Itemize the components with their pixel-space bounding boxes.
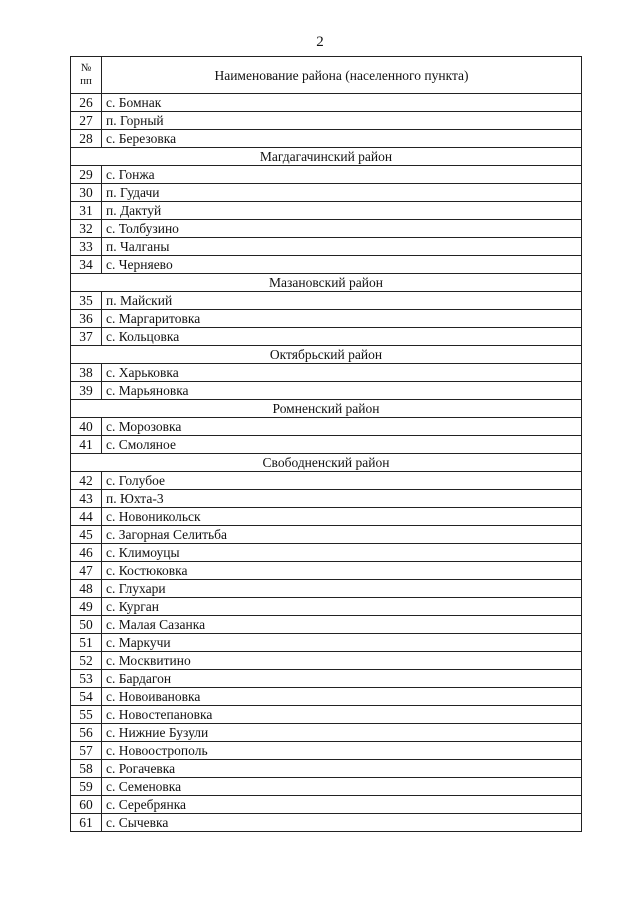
settlement-name: с. Голубое bbox=[102, 472, 582, 490]
table-row bbox=[71, 562, 582, 580]
table-row bbox=[71, 418, 582, 436]
table-row bbox=[71, 652, 582, 670]
district-header-row bbox=[71, 346, 582, 364]
table-row bbox=[71, 364, 582, 382]
row-number: 61 bbox=[71, 814, 102, 832]
settlement-name: с. Гонжа bbox=[102, 166, 582, 184]
settlement-name: с. Черняево bbox=[102, 256, 582, 274]
table-row bbox=[71, 544, 582, 562]
settlement-name: с. Нижние Бузули bbox=[102, 724, 582, 742]
row-number: 39 bbox=[71, 382, 102, 400]
table-row bbox=[71, 670, 582, 688]
row-number: 33 bbox=[71, 238, 102, 256]
table-row bbox=[71, 220, 582, 238]
settlements-table bbox=[70, 56, 582, 832]
row-number: 48 bbox=[71, 580, 102, 598]
row-number: 60 bbox=[71, 796, 102, 814]
table-row bbox=[71, 256, 582, 274]
table-row bbox=[71, 526, 582, 544]
row-number: 34 bbox=[71, 256, 102, 274]
table-row bbox=[71, 742, 582, 760]
row-number: 43 bbox=[71, 490, 102, 508]
row-number: 50 bbox=[71, 616, 102, 634]
row-number: 40 bbox=[71, 418, 102, 436]
settlement-name: с. Морозовка bbox=[102, 418, 582, 436]
row-number: 44 bbox=[71, 508, 102, 526]
settlement-name: с. Новоострополь bbox=[102, 742, 582, 760]
settlement-name: с. Глухари bbox=[102, 580, 582, 598]
table-row bbox=[71, 814, 582, 832]
district-header-row bbox=[71, 148, 582, 166]
settlement-name: с. Маркучи bbox=[102, 634, 582, 652]
settlement-name: с. Маргаритовка bbox=[102, 310, 582, 328]
row-number: 27 bbox=[71, 112, 102, 130]
settlement-name: п. Майский bbox=[102, 292, 582, 310]
table-row bbox=[71, 310, 582, 328]
district-header-row bbox=[71, 454, 582, 472]
table-row bbox=[71, 202, 582, 220]
row-number: 41 bbox=[71, 436, 102, 454]
header-name: Наименование района (населенного пункта) bbox=[102, 57, 582, 94]
table-row bbox=[71, 238, 582, 256]
row-number: 54 bbox=[71, 688, 102, 706]
table-row bbox=[71, 778, 582, 796]
settlement-name: с. Костюковка bbox=[102, 562, 582, 580]
row-number: 35 bbox=[71, 292, 102, 310]
settlement-name: с. Кольцовка bbox=[102, 328, 582, 346]
settlement-name: с. Рогачевка bbox=[102, 760, 582, 778]
row-number: 58 bbox=[71, 760, 102, 778]
settlement-name: с. Харьковка bbox=[102, 364, 582, 382]
row-number: 46 bbox=[71, 544, 102, 562]
table-row bbox=[71, 490, 582, 508]
settlement-name: п. Горный bbox=[102, 112, 582, 130]
row-number: 57 bbox=[71, 742, 102, 760]
table-row bbox=[71, 130, 582, 148]
settlement-name: с. Новоникольск bbox=[102, 508, 582, 526]
table-row bbox=[71, 580, 582, 598]
settlement-name: с. Климоуцы bbox=[102, 544, 582, 562]
row-number: 51 bbox=[71, 634, 102, 652]
row-number: 47 bbox=[71, 562, 102, 580]
table-row bbox=[71, 616, 582, 634]
table-row bbox=[71, 724, 582, 742]
district-name: Ромненский район bbox=[71, 400, 582, 418]
table-row bbox=[71, 328, 582, 346]
table-row bbox=[71, 94, 582, 112]
table-row bbox=[71, 634, 582, 652]
row-number: 30 bbox=[71, 184, 102, 202]
table-row bbox=[71, 598, 582, 616]
settlement-name: с. Курган bbox=[102, 598, 582, 616]
settlement-name: с. Серебрянка bbox=[102, 796, 582, 814]
settlement-name: с. Семеновка bbox=[102, 778, 582, 796]
row-number: 53 bbox=[71, 670, 102, 688]
row-number: 38 bbox=[71, 364, 102, 382]
settlement-name: с. Бомнак bbox=[102, 94, 582, 112]
settlement-name: п. Чалганы bbox=[102, 238, 582, 256]
table-row bbox=[71, 382, 582, 400]
district-name: Свободненский район bbox=[71, 454, 582, 472]
row-number: 29 bbox=[71, 166, 102, 184]
settlement-name: с. Загорная Селитьба bbox=[102, 526, 582, 544]
settlement-name: с. Толбузино bbox=[102, 220, 582, 238]
settlement-name: п. Дактуй bbox=[102, 202, 582, 220]
settlement-name: с. Марьяновка bbox=[102, 382, 582, 400]
table-row bbox=[71, 760, 582, 778]
header-number: № пп bbox=[71, 57, 102, 94]
table-row bbox=[71, 166, 582, 184]
row-number: 59 bbox=[71, 778, 102, 796]
row-number: 31 bbox=[71, 202, 102, 220]
row-number: 52 bbox=[71, 652, 102, 670]
page-number: 2 bbox=[316, 34, 324, 50]
settlement-name: с. Новостепановка bbox=[102, 706, 582, 724]
table-row bbox=[71, 796, 582, 814]
row-number: 32 bbox=[71, 220, 102, 238]
settlement-name: с. Малая Сазанка bbox=[102, 616, 582, 634]
settlement-name: с. Сычевка bbox=[102, 814, 582, 832]
row-number: 56 bbox=[71, 724, 102, 742]
row-number: 45 bbox=[71, 526, 102, 544]
settlement-name: п. Гудачи bbox=[102, 184, 582, 202]
table-body bbox=[71, 94, 582, 832]
settlement-name: с. Смоляное bbox=[102, 436, 582, 454]
table-row bbox=[71, 112, 582, 130]
district-name: Магдагачинский район bbox=[71, 148, 582, 166]
table-row bbox=[71, 508, 582, 526]
table-header-row bbox=[71, 57, 582, 94]
row-number: 55 bbox=[71, 706, 102, 724]
settlement-name: с. Новоивановка bbox=[102, 688, 582, 706]
district-name: Мазановский район bbox=[71, 274, 582, 292]
table-row bbox=[71, 688, 582, 706]
row-number: 42 bbox=[71, 472, 102, 490]
district-name: Октябрьский район bbox=[71, 346, 582, 364]
settlement-name: п. Юхта-3 bbox=[102, 490, 582, 508]
settlements-table-container bbox=[70, 56, 582, 832]
settlement-name: с. Березовка bbox=[102, 130, 582, 148]
settlement-name: с. Москвитино bbox=[102, 652, 582, 670]
district-header-row bbox=[71, 400, 582, 418]
settlement-name: с. Бардагон bbox=[102, 670, 582, 688]
table-row bbox=[71, 706, 582, 724]
row-number: 49 bbox=[71, 598, 102, 616]
table-row bbox=[71, 436, 582, 454]
table-row bbox=[71, 472, 582, 490]
row-number: 36 bbox=[71, 310, 102, 328]
row-number: 37 bbox=[71, 328, 102, 346]
table-row bbox=[71, 292, 582, 310]
row-number: 26 bbox=[71, 94, 102, 112]
district-header-row bbox=[71, 274, 582, 292]
table-row bbox=[71, 184, 582, 202]
row-number: 28 bbox=[71, 130, 102, 148]
